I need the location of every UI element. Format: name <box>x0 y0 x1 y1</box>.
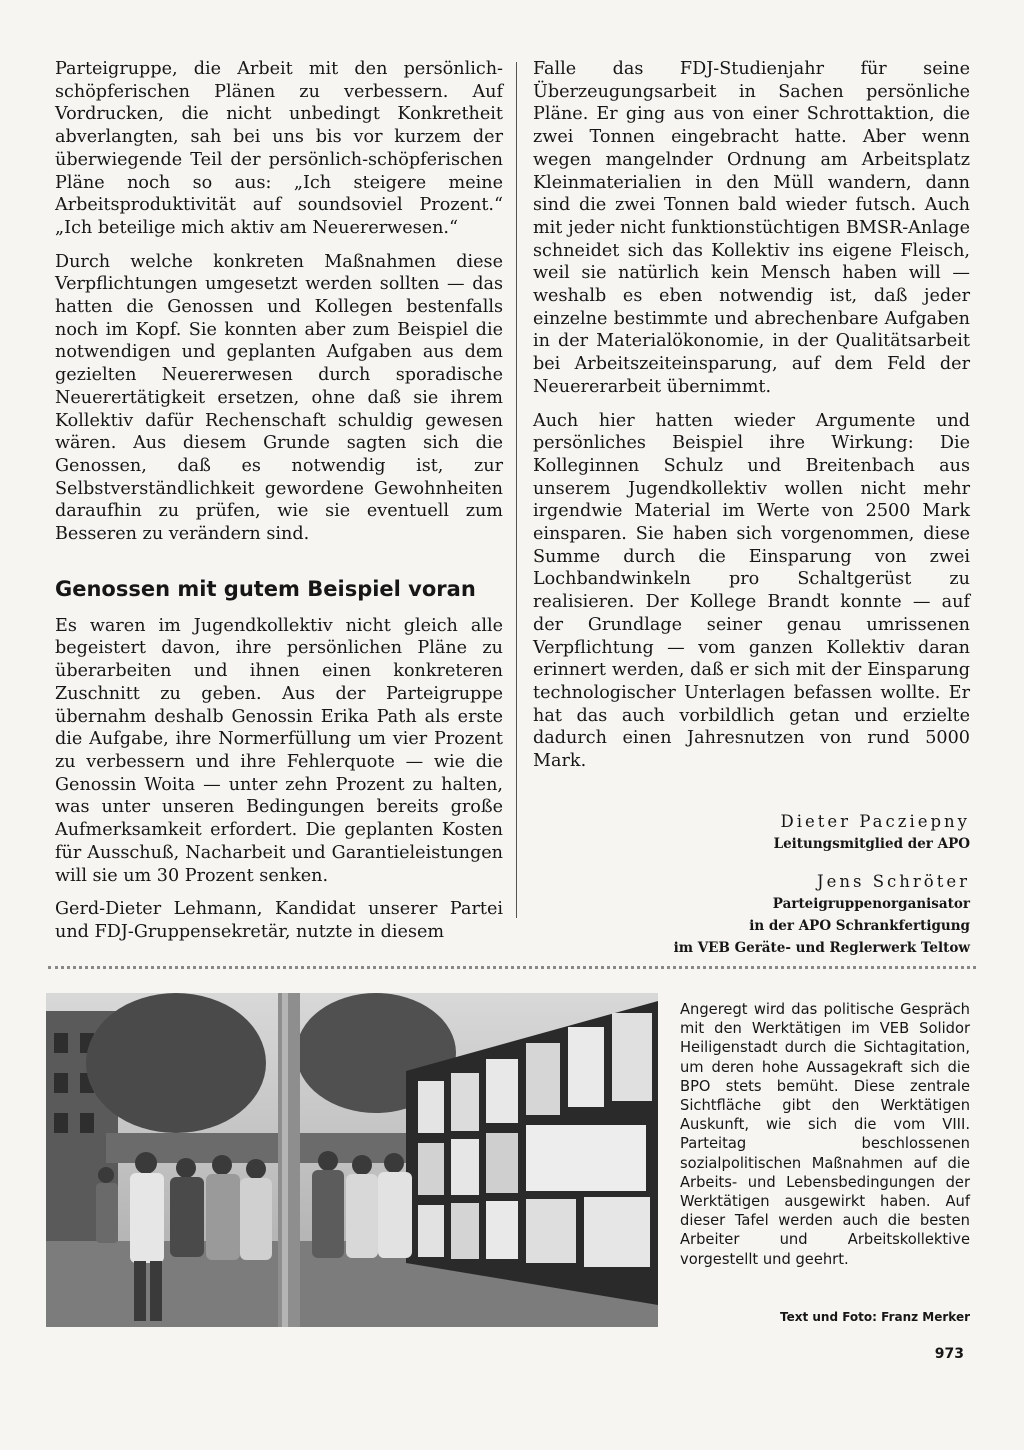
author-role: im VEB Geräte- und Reglerwerk Teltow <box>673 939 970 956</box>
page-number: 973 <box>934 1346 964 1362</box>
paragraph: Auch hier hatten wieder Argumente und persönliches Beispiel ihre Wirkung: Die Kolleginnen Schulz und Breitenbach aus unserem Jugendkollektiv wollen nicht mehr irgendwie Material im Werte von 2500 Mark einsparen. Sie haben sich vorgenommen, diese Summe durch die Einsparung von zwei Lochbandwinkeln pro Schaltgerüst zu realisieren. Der Kollege Brandt konnte — auf der Grundlage seiner genau umrissenen Verpflichtung — vom ganzen Kollektiv daran erinnert werden, daß er sich mit der Einsparung technologischer Unterlagen befassen wollte. Er hat das auch vorbildlich getan und erzielte dadurch einen Jahresnutzen von rund 5000 Mark. <box>533 410 970 772</box>
paragraph: Falle das FDJ-Studienjahr für seine Überzeugungsarbeit in Sachen persönliche Pläne. Er ging aus von einer Schrottaktion, die zwei Tonnen eingebracht hatte. Aber wenn wegen mangelnder Ordnung am Arbeitsplatz Kleinmaterialien in den Müll wandern, dann sind die zwei Tonnen bald wieder futsch. Auch mit jeder nicht funktionstüchtigen BMSR-Anlage schneidet sich das Kollektiv ins eigene Fleisch, weil sie natürlich kein Mensch haben will — weshalb es eben notwendig ist, daß jeder einzelne bestimmte und abrechenbare Aufgaben in der Materialökonomie, in der Qualitätsarbeit bei Arbeitszeiteinsparung, auf dem Feld der Neuererarbeit übernimmt. <box>533 59 970 397</box>
paragraph: Durch welche konkreten Maßnahmen diese Verpflichtungen umgesetzt werden sollten — das hatten die Genossen und Kollegen bestenfalls noch im Kopf. Sie konnten aber zum Beispiel die notwendigen und geplanten Aufgaben aus dem gezielten Neuererwesen durch sporadische Neuerertätigkeit ersetzen, ohne daß sie ihrem Kollektiv dafür Rechenschaft schuldig gewesen wären. Aus diesem Grunde sagten sich die Genossen, daß es notwendig ist, zur Selbstverständlichkeit gewordene Gewohnheiten daraufhin zu prüfen, wie sie eventuell zum Besseren zu verändern sind. <box>55 251 503 545</box>
paragraph: Es waren im Jugendkollektiv nicht gleich alle begeistert davon, ihre persönlichen Pläne zu überarbeiten und ihnen einen konkreteren Zuschnitt zu geben. Aus der Parteigruppe übernahm deshalb Genossin Erika Path als erste die Aufgabe, ihre Normerfüllung um vier Prozent zu verbessern und ihre Fehlerquote — wie die Genossin Woita — unter zehn Prozent zu halten, was unter unseren Bedingungen bereits große Aufmerksamkeit erfordert. Die geplanten Kosten für Ausschuß, Nacharbeit und Garantieleistungen will sie um 30 Prozent senken. <box>55 615 503 886</box>
signature-block <box>533 811 970 959</box>
paragraph: Parteigruppe, die Arbeit mit den persönlich-schöpferischen Plänen zu verbessern. Auf Vordrucken, die nicht unbedingt Konkretheit abverlangten, sah bei uns bis vor kurzem der überwiegende Teil der persönlich-schöpferischen Pläne noch so aus: „Ich steigere meine Arbeitsproduktivität auf soundsoviel Prozent.“ „Ich beteilige mich aktiv am Neuererwesen.“ <box>55 59 503 238</box>
paragraph: Gerd-Dieter Lehmann, Kandidat unserer Partei und FDJ-Gruppensekretär, nutzte in diesem <box>55 899 503 942</box>
author-name: Jens Schröter <box>817 871 970 891</box>
author-role: Parteigruppenorganisator <box>772 895 970 912</box>
author-role: in der APO Schrankfertigung <box>749 917 970 934</box>
photo-caption: Angeregt wird das politische Gespräch mit den Werktätigen im VEB Solidor Heiligenstadt durch die Sichtagitation, um deren hohe Aussagekraft sich die BPO stets bemüht. Diese zentrale Sichtfläche gibt den Werktätigen Auskunft, wie sich die vom VIII. Parteitag beschlossenen sozialpolitischen Maßnahmen auf die Arbeits- und Lebensbedingungen der Werktätigen ausgewirkt haben. Auf dieser Tafel werden auch die besten Arbeiter und Arbeitskollektive vorgestellt und geehrt. <box>680 1001 970 1268</box>
photo-credit: Text und Foto: Franz Merker <box>779 1310 970 1324</box>
author-name: Dieter Pacziepny <box>780 811 970 831</box>
author-role: Leitungsmitglied der APO <box>773 835 970 852</box>
section-heading: Genossen mit gutem Beispiel voran <box>55 576 476 601</box>
news-photo <box>46 993 658 1327</box>
dotted-separator <box>48 966 976 969</box>
right-column <box>533 58 970 959</box>
column-divider <box>516 62 517 918</box>
left-column <box>55 58 503 955</box>
